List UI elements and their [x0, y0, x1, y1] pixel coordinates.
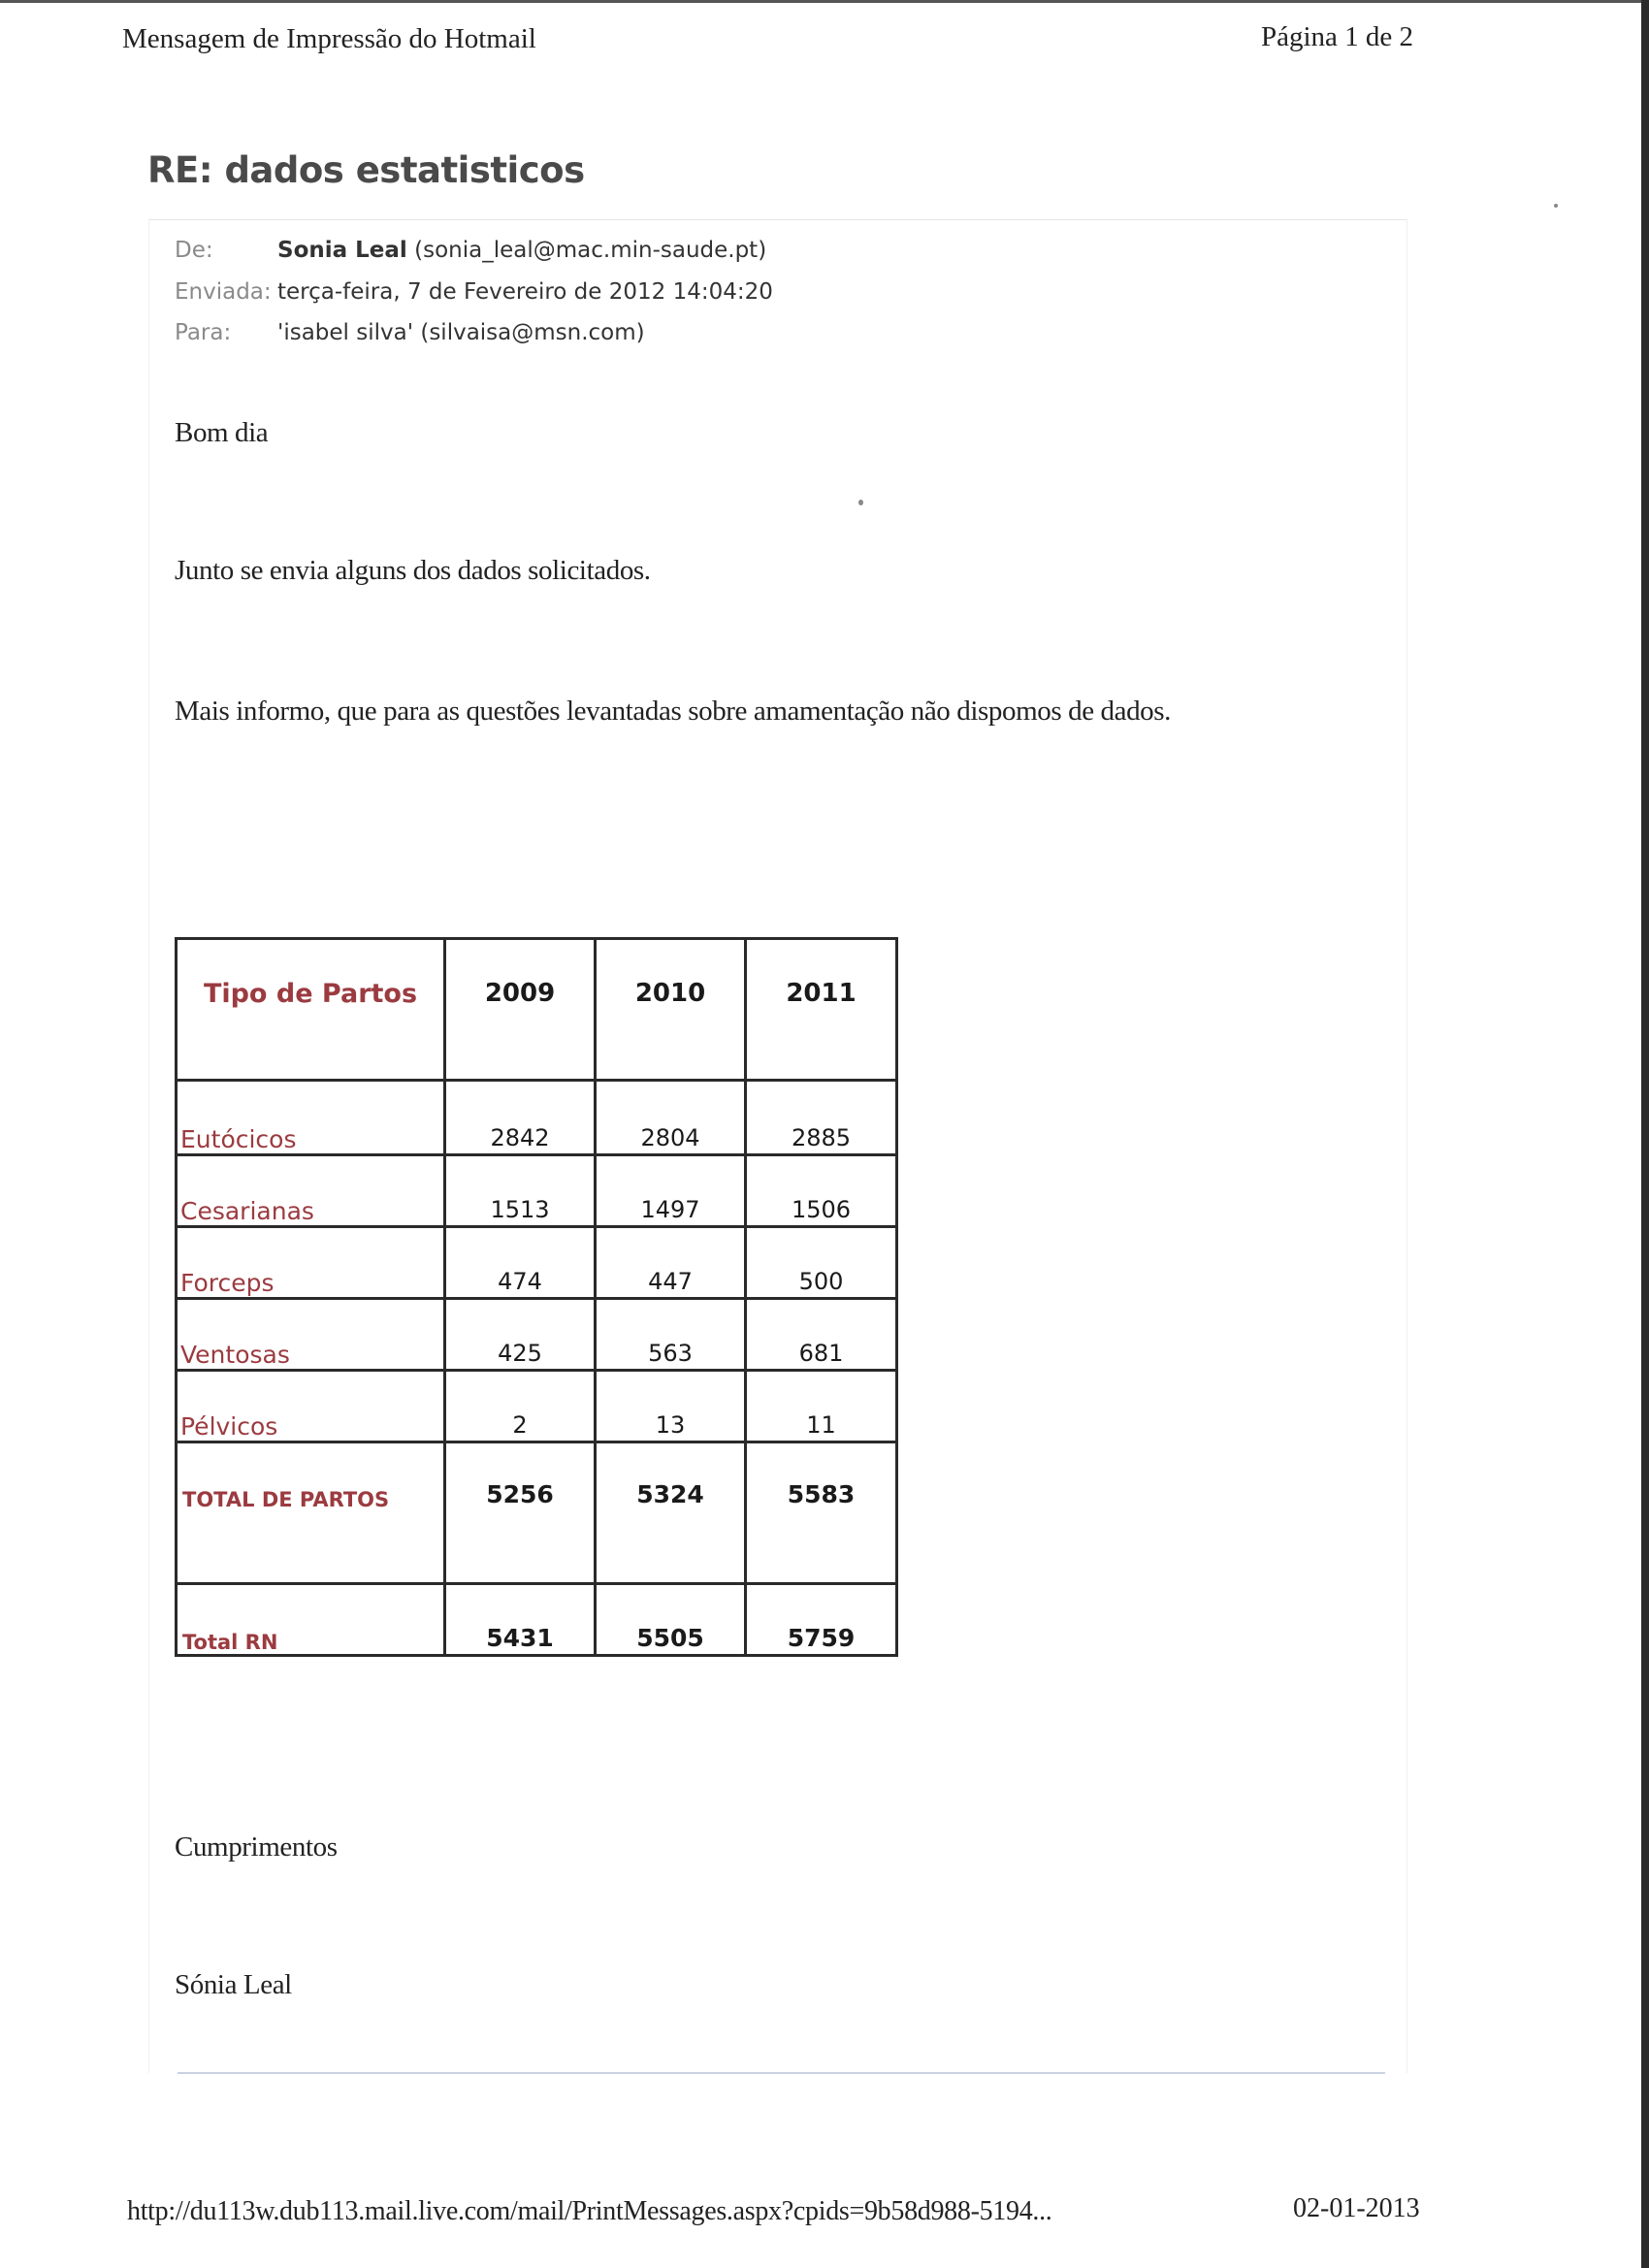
- table-row: [177, 1155, 897, 1227]
- body-closing: Cumprimentos: [175, 1831, 338, 1863]
- table-cell: 1506: [746, 1155, 897, 1227]
- sender-address[interactable]: (sonia_leal@mac.min-saude.pt): [414, 238, 767, 263]
- table-cell: 5431: [445, 1584, 596, 1656]
- body-paragraph: Mais informo, que para as questões levantadas sobre amamentação não dispomos de dados.: [175, 696, 1172, 727]
- sender-name: Sonia Leal: [277, 238, 407, 263]
- table-header-cell: 2010: [596, 939, 746, 1081]
- row-label: Forceps: [177, 1227, 445, 1299]
- table-cell: 13: [596, 1371, 746, 1442]
- total-rn-row: [177, 1584, 897, 1656]
- row-label: Ventosas: [177, 1299, 445, 1371]
- body-signature: Sónia Leal: [175, 1969, 292, 2000]
- table-cell: 2804: [596, 1081, 746, 1155]
- table-cell: 5759: [746, 1584, 897, 1656]
- scan-top-edge: [0, 0, 1649, 3]
- body-paragraph: Junto se envia alguns dos dados solicitados.: [175, 555, 651, 586]
- row-label: Pélvicos: [177, 1371, 445, 1442]
- table-cell: 2842: [445, 1081, 596, 1155]
- sent-datetime: terça-feira, 7 de Fevereiro de 2012 14:04:20: [277, 279, 773, 305]
- table-cell: 681: [746, 1299, 897, 1371]
- row-label: TOTAL DE PARTOS: [177, 1442, 445, 1584]
- table-row: [177, 1299, 897, 1371]
- signature-divider: [178, 2072, 1385, 2074]
- delivery-stats-table: [175, 937, 898, 1657]
- table-row: [177, 1081, 897, 1155]
- table-cell: 2: [445, 1371, 596, 1442]
- table-cell: 1497: [596, 1155, 746, 1227]
- table-cell: 5583: [746, 1442, 897, 1584]
- scan-speck: [1554, 204, 1558, 208]
- table-header-cell: 2011: [746, 939, 897, 1081]
- table-header-cell: Tipo de Partos: [177, 939, 445, 1081]
- email-subject: RE: dados estatisticos: [147, 149, 585, 191]
- table-cell: 5256: [445, 1442, 596, 1584]
- total-partos-row: [177, 1442, 897, 1584]
- table-header-cell: 2009: [445, 939, 596, 1081]
- table-header-row: [177, 939, 897, 1081]
- table-cell: 5324: [596, 1442, 746, 1584]
- scan-speck: [858, 500, 863, 505]
- table-cell: 1513: [445, 1155, 596, 1227]
- table-row: [177, 1371, 897, 1442]
- table-row: [177, 1227, 897, 1299]
- to-label: Para:: [175, 320, 232, 345]
- table-cell: 563: [596, 1299, 746, 1371]
- row-label: Cesarianas: [177, 1155, 445, 1227]
- sent-label: Enviada:: [175, 279, 272, 305]
- print-footer-url: http://du113w.dub113.mail.live.com/mail/PrintMessages.aspx?cpids=9b58d988-5194...: [127, 2196, 1052, 2226]
- table-cell: 500: [746, 1227, 897, 1299]
- table-cell: 447: [596, 1227, 746, 1299]
- table-cell: 2885: [746, 1081, 897, 1155]
- row-label: Eutócicos: [177, 1081, 445, 1155]
- email-from-row: [175, 238, 766, 263]
- table-cell: 425: [445, 1299, 596, 1371]
- print-footer-date: 02-01-2013: [1293, 2193, 1420, 2223]
- table-cell: 11: [746, 1371, 897, 1442]
- table-cell: 474: [445, 1227, 596, 1299]
- page-indicator: Página 1 de 2: [1261, 21, 1414, 52]
- table-cell: 5505: [596, 1584, 746, 1656]
- print-header-title: Mensagem de Impressão do Hotmail: [122, 23, 536, 54]
- email-sent-row: [175, 279, 773, 305]
- from-label: De:: [175, 238, 213, 263]
- recipient[interactable]: 'isabel silva' (silvaisa@msn.com): [277, 320, 645, 345]
- body-greeting: Bom dia: [175, 417, 269, 448]
- email-to-row: [175, 320, 645, 345]
- row-label: Total RN: [177, 1584, 445, 1656]
- scan-right-edge: [1641, 0, 1649, 2268]
